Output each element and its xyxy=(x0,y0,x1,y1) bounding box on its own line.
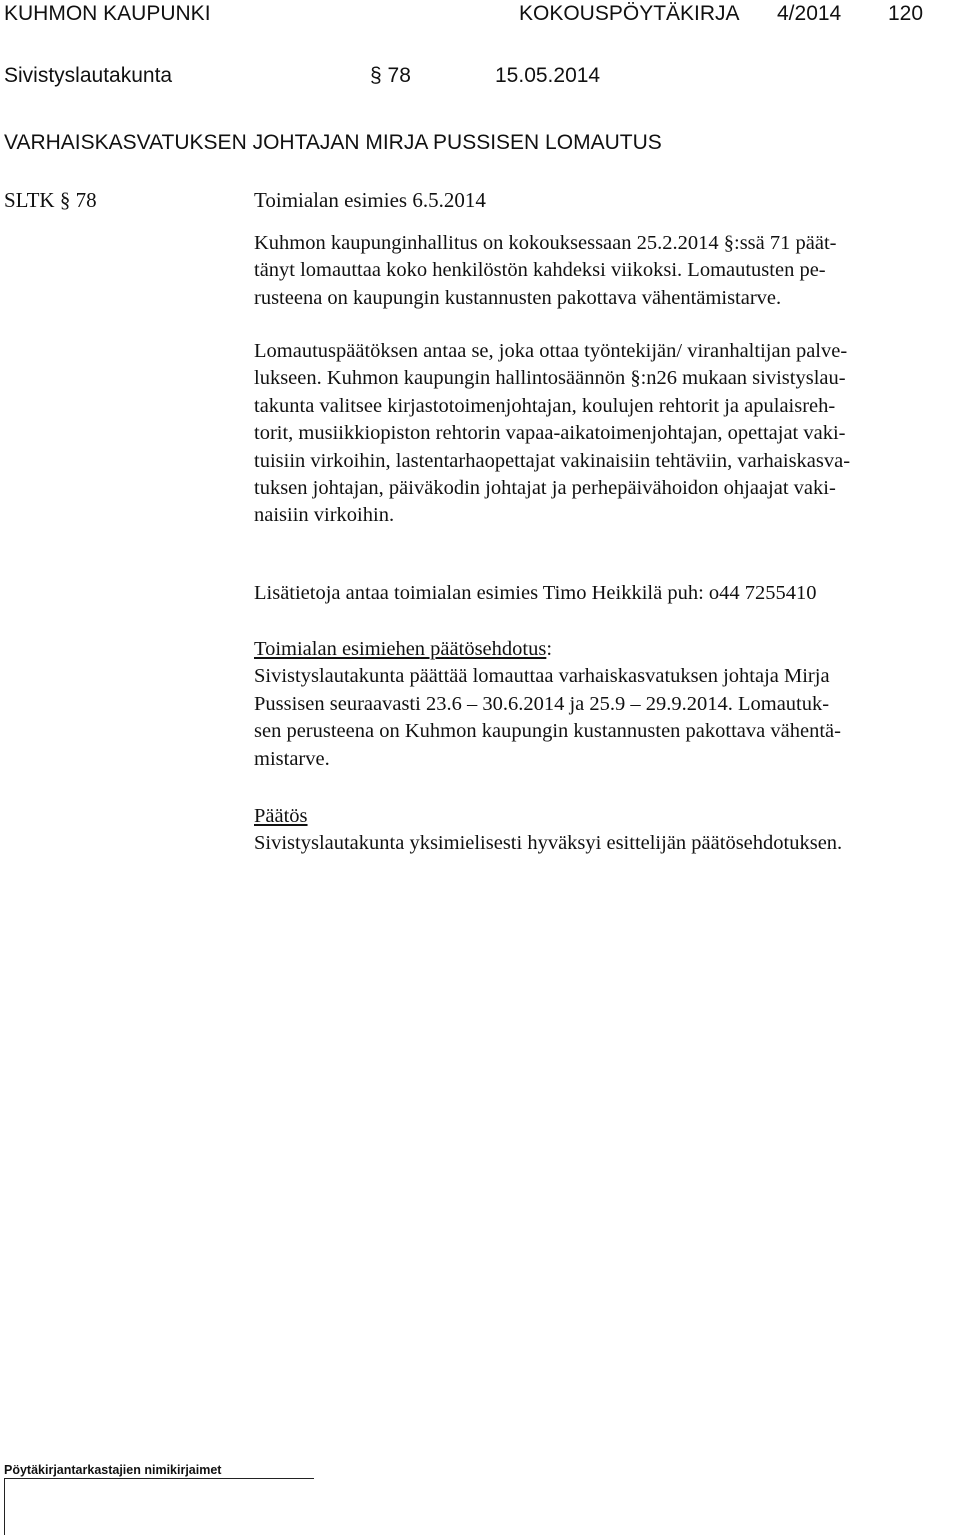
preparation-line: Toimialan esimies 6.5.2014 xyxy=(254,188,486,212)
proposal-heading-line xyxy=(254,636,934,663)
proposal-colon: : xyxy=(546,638,553,660)
meeting-date: 15.05.2014 xyxy=(495,64,601,87)
paragraph-2 xyxy=(254,338,934,530)
text-line: torit, musiikkiopiston rehtorin vapaa-aikatoimenjohtajan, opettajat vaki- xyxy=(254,422,846,445)
text-line: Lomautuspäätöksen antaa se, joka ottaa työntekijän/ viranhaltijan palve- xyxy=(254,340,848,362)
item-title: VARHAISKASVATUKSEN JOHTAJAN MIRJA PUSSISEN LOMAUTUS xyxy=(4,131,662,154)
committee-name: Sivistyslautakunta xyxy=(4,64,173,87)
contact-info: Lisätietoja antaa toimialan esimies Timo Heikkilä puh: o44 7255410 xyxy=(254,582,817,604)
text-line: takunta valitsee kirjastotoimenjohtajan, koulujen rehtorit ja apulaisreh- xyxy=(254,394,836,417)
paragraph-3 xyxy=(254,580,934,607)
proposal-heading: Toimialan esimiehen päätösehdotus xyxy=(254,638,547,660)
text-line: sen perusteena on Kuhmon kaupungin kustannusten pakottava vähentä- xyxy=(254,720,841,743)
signature-line xyxy=(4,1478,314,1479)
decision-text: Sivistyslautakunta yksimielisesti hyväksyi esittelijän päätösehdotuksen. xyxy=(254,832,843,855)
text-line: tuisiin virkoihin, lastentarhaopettajat vakinaisiin tehtäviin, varhaiskasva- xyxy=(254,449,851,472)
decision-section xyxy=(254,803,934,858)
text-line: tänyt lomauttaa koko henkilöstön kahdeksi viikoksi. Lomautusten pe- xyxy=(254,259,826,282)
signature-label: Pöytäkirjantarkastajien nimikirjaimet xyxy=(4,1463,222,1477)
issue-number: 4/2014 xyxy=(777,2,842,25)
text-line: naisiin virkoihin. xyxy=(254,504,395,527)
text-line: Kuhmon kaupunginhallitus on kokouksessaan 25.2.2014 §:ssä 71 päät- xyxy=(254,232,837,254)
proposal-section xyxy=(254,636,934,773)
text-line: lukseen. Kuhmon kaupungin hallintosäännön §:n26 mukaan sivistyslau- xyxy=(254,367,846,390)
org-name: KUHMON KAUPUNKI xyxy=(4,2,211,25)
document-type: KOKOUSPÖYTÄKIRJA xyxy=(519,2,740,25)
text-line: tuksen johtajan, päiväkodin johtajat ja perhepäivähoidon ohjaajat vaki- xyxy=(254,477,836,500)
text-line: rusteena on kaupungin kustannusten pakottava vähentämistarve. xyxy=(254,286,782,309)
paragraph-1 xyxy=(254,230,934,312)
decision-heading: Päätös xyxy=(254,805,308,827)
text-line: Sivistyslautakunta päättää lomauttaa varhaiskasvatuksen johtaja Mirja xyxy=(254,665,830,688)
text-line: Pussisen seuraavasti 23.6 – 30.6.2014 ja 25.9 – 29.9.2014. Lomautuk- xyxy=(254,692,830,715)
section-ref: § 78 xyxy=(370,64,411,87)
item-ref: SLTK § 78 xyxy=(4,188,97,212)
text-line: mistarve. xyxy=(254,747,330,770)
page-number: 120 xyxy=(888,2,924,25)
signature-box-edge xyxy=(4,1478,5,1535)
